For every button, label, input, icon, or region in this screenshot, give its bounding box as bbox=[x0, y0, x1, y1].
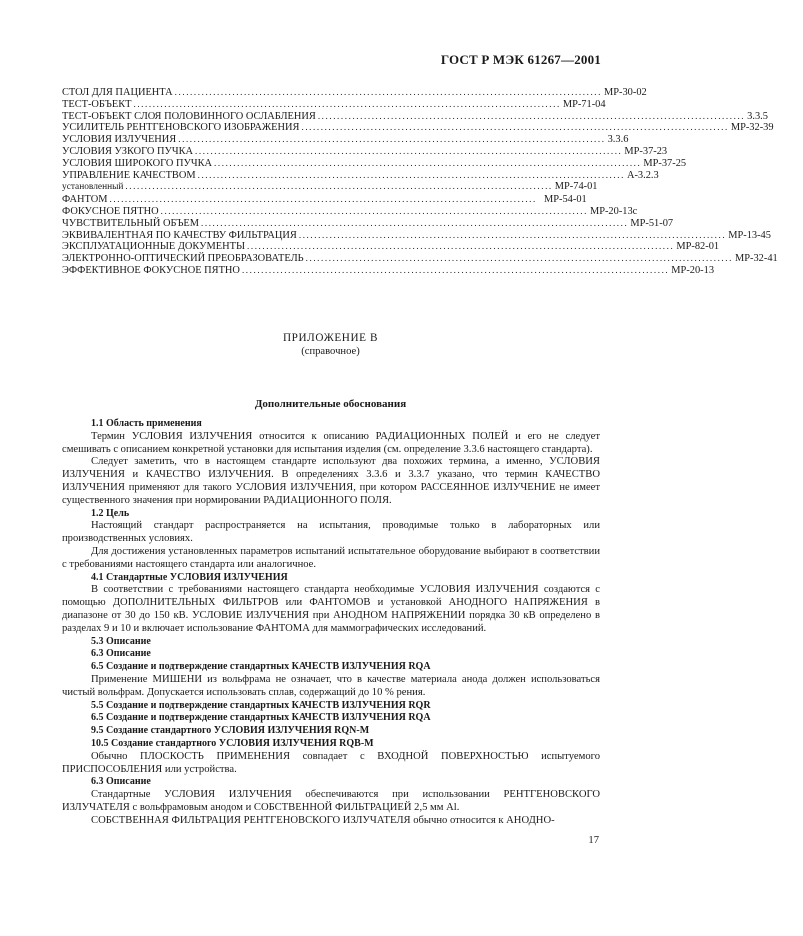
index-term: ЭКСПЛУАТАЦИОННЫЕ ДОКУМЕНТЫ bbox=[62, 241, 245, 253]
dot-leader: ............................................................................................................... bbox=[298, 229, 727, 240]
paragraph: Применение МИШЕНИ из вольфрама не означает, что в качестве материала анода должен использоваться чистый вольфрам. Допускается использовать сплав, содержащий до 10 % рения. bbox=[62, 673, 600, 698]
dot-leader: ............................................................................................................... bbox=[160, 205, 588, 216]
index-row bbox=[62, 264, 715, 277]
dot-leader: ............................................................................................................... bbox=[201, 217, 629, 228]
section-heading: 6.3 Описание bbox=[91, 776, 151, 788]
section-heading: 4.1 Стандартные УСЛОВИЯ ИЗЛУЧЕНИЯ bbox=[91, 571, 288, 583]
index-row bbox=[62, 169, 659, 182]
index-ref: МР-30-02 bbox=[604, 87, 647, 98]
index-term: ЭЛЕКТРОННО-ОПТИЧЕСКИЙ ПРЕОБРАЗОВАТЕЛЬ bbox=[62, 253, 304, 265]
index-term: УСЛОВИЯ УЗКОГО ПУЧКА bbox=[62, 145, 194, 157]
section-heading: 6.5 Создание и подтверждение стандартных КАЧЕСТВ ИЗЛУЧЕНИЯ RQA bbox=[91, 661, 431, 673]
paragraph: Стандартные УСЛОВИЯ ИЗЛУЧЕНИЯ обеспечиваются при использовании РЕНТГЕНОВСКОГО ИЗЛУЧАТЕЛЯ с вольфрамовым анодом и СОБСТВЕННОЙ ФИЛЬТРАЦИЕЙ 2,5 мм Al. bbox=[62, 789, 600, 813]
index-term: ФОКУСНОЕ ПЯТНО bbox=[62, 205, 159, 217]
section-heading: 5.3 Описание bbox=[91, 635, 151, 647]
page-number: 17 bbox=[588, 835, 599, 846]
annex-body bbox=[62, 418, 600, 828]
document-header: ГОСТ Р МЭК 61267—2001 bbox=[440, 52, 601, 67]
index-ref: МР-13-45 bbox=[728, 229, 771, 241]
section-heading: 10.5 Создание стандартного УСЛОВИЯ ИЗЛУЧЕНИЯ RQB-M bbox=[91, 737, 374, 749]
index-term: УСИЛИТЕЛЬ РЕНТГЕНОВСКОГО ИЗОБРАЖЕНИЯ bbox=[62, 122, 300, 134]
index-term: ТЕСТ-ОБЪЕКТ СЛОЯ ПОЛОВИННОГО ОСЛАБЛЕНИЯ bbox=[62, 110, 316, 122]
paragraph: В соответствии с требованиями настоящего стандарта необходимые УСЛОВИЯ ИЗЛУЧЕНИЯ создаются с помощью ДОПОЛНИТЕЛЬНЫХ ФИЛЬТРОВ или ФАНТОМОВ и установкой АНОДНОГО НАПРЯЖЕНИЯ в диапазоне от 30 до 150 кВ. УСЛОВИЕ ИЗЛУЧЕНИЯ при АНОДНОМ НАПРЯЖЕНИИ порядка 30 кВ определено в разделах 9 и 10 и включает использование ФАНТОМА для маммографических исследований. bbox=[62, 584, 600, 634]
section-heading: 1.1 Область применения bbox=[91, 418, 202, 429]
index-row bbox=[62, 110, 768, 123]
section-heading: 6.3 Описание bbox=[91, 648, 151, 660]
paragraph: Следует заметить, что в настоящем стандарте используют два похожих термина, а именно, УСЛОВИЯ ИЗЛУЧЕНИЯ и КАЧЕСТВО ИЗЛУЧЕНИЯ. В определениях 3.3.6 и 3.3.7 указано, что термин КАЧЕСТВО ИЗЛУЧЕНИЯ применяют для такого УСЛОВИЯ ИЗЛУЧЕНИЯ, при котором РАССЕЯННОЕ ИЗЛУЧЕНИЕ не имеет существенного значения при нормировании РАДИАЦИОННОГО ПОЛЯ. bbox=[62, 456, 600, 506]
paragraph: Обычно ПЛОСКОСТЬ ПРИМЕНЕНИЯ совпадает с ВХОДНОЙ ПОВЕРХНОСТЬЮ испытуемого ПРИСПОСОБЛЕНИЯ или устройства. bbox=[62, 750, 600, 775]
dot-leader: ............................................................................................................... bbox=[109, 194, 537, 205]
index-term: установленный bbox=[62, 182, 124, 193]
index-term: УСЛОВИЯ ШИРОКОГО ПУЧКА bbox=[62, 157, 213, 169]
index-ref: 3.3.5 bbox=[747, 110, 768, 122]
dot-leader: ............................................................................................................... bbox=[195, 145, 623, 156]
index-ref: МР-32-39 bbox=[730, 122, 774, 134]
index-row bbox=[62, 194, 600, 206]
index-row bbox=[62, 134, 629, 146]
index-ref: МР-32-41 bbox=[734, 253, 778, 265]
paragraph: Настоящий стандарт распространяется на испытания, проводимые только в лабораторных или производственных условиях. bbox=[62, 520, 600, 545]
index-row bbox=[62, 241, 720, 253]
index-term: ТЕСТ-ОБЪЕКТ bbox=[62, 98, 132, 110]
dot-leader: ............................................................................................................... bbox=[174, 87, 602, 97]
index-ref: МР-74-01 bbox=[554, 181, 598, 193]
index-ref: МР-71-04 bbox=[562, 98, 606, 110]
index-term: ЧУВСТВИТЕЛЬНЫЙ ОБЪЕМ bbox=[62, 217, 199, 229]
dot-leader: ............................................................................................................... bbox=[301, 122, 729, 133]
section-heading: 6.5 Создание и подтверждение стандартных КАЧЕСТВ ИЗЛУЧЕНИЯ RQA bbox=[91, 712, 431, 724]
index-ref: МР-37-25 bbox=[643, 157, 687, 169]
dot-leader: ............................................................................................................... bbox=[305, 253, 733, 264]
index-term: УПРАВЛЕНИЕ КАЧЕСТВОМ bbox=[62, 169, 196, 181]
annex-title: ПРИЛОЖЕНИЕ В bbox=[282, 332, 379, 344]
index-row bbox=[62, 205, 638, 218]
index-ref: 3.3.6 bbox=[607, 134, 629, 146]
dot-leader: ............................................................................................................... bbox=[197, 169, 625, 180]
dot-leader: ............................................................................................................... bbox=[247, 241, 675, 252]
section-heading: 9.5 Создание стандартного УСЛОВИЯ ИЗЛУЧЕНИЯ RQN-M bbox=[91, 725, 370, 737]
dot-leader: ............................................................................................................... bbox=[125, 181, 553, 192]
index-ref: А-3.2.3 bbox=[626, 169, 659, 181]
index-row bbox=[62, 122, 774, 134]
index-row bbox=[62, 98, 606, 111]
index-ref: МР-37-23 bbox=[624, 145, 668, 157]
index-term: СТОЛ ДЛЯ ПАЦИЕНТА bbox=[62, 87, 173, 98]
paragraph: Термин УСЛОВИЯ ИЗЛУЧЕНИЯ относится к описанию РАДИАЦИОННЫХ ПОЛЕЙ и его не следует смешивать с описанием конкретной установки для испытания изделия (см. определение 3.3.6 настоящего стандарта). bbox=[62, 430, 600, 455]
index-ref: МР-54-01 bbox=[544, 194, 587, 206]
index-row bbox=[62, 253, 778, 265]
term-index bbox=[62, 87, 778, 277]
index-row bbox=[62, 217, 674, 230]
index-row bbox=[62, 229, 771, 242]
dot-leader: ............................................................................................................... bbox=[178, 134, 606, 145]
index-row bbox=[62, 87, 647, 99]
dot-leader: ............................................................................................................... bbox=[133, 98, 561, 109]
index-ref: МР-82-01 bbox=[676, 241, 720, 253]
dot-leader: ............................................................................................................... bbox=[317, 110, 746, 121]
paragraph: СОБСТВЕННАЯ ФИЛЬТРАЦИЯ РЕНТГЕНОВСКОГО ИЗЛУЧАТЕЛЯ обычно относится к АНОДНО- bbox=[91, 814, 555, 826]
index-ref: МР-20-13 bbox=[671, 264, 715, 276]
index-row bbox=[62, 157, 687, 170]
index-row bbox=[62, 145, 668, 158]
index-term: ЭФФЕКТИВНОЕ ФОКУСНОЕ ПЯТНО bbox=[62, 264, 240, 276]
index-ref: МР-20-13с bbox=[589, 205, 638, 217]
section-heading: 1.2 Цель bbox=[91, 507, 130, 519]
index-term: УСЛОВИЯ ИЗЛУЧЕНИЯ bbox=[62, 134, 177, 146]
annex-heading: Дополнительные обоснования bbox=[254, 398, 407, 410]
index-term: ЭКВИВАЛЕНТНАЯ ПО КАЧЕСТВУ ФИЛЬТРАЦИЯ bbox=[62, 229, 297, 241]
section-heading: 5.5 Создание и подтверждение стандартных КАЧЕСТВ ИЗЛУЧЕНИЯ RQR bbox=[91, 699, 431, 711]
index-term: ФАНТОМ bbox=[62, 194, 108, 206]
dot-leader: ............................................................................................................... bbox=[241, 264, 670, 275]
annex-subtitle: (справочное) bbox=[301, 346, 360, 357]
dot-leader: ............................................................................................................... bbox=[214, 157, 642, 168]
index-row bbox=[62, 181, 600, 194]
paragraph: Для достижения установленных параметров испытаний испытательное оборудование выбирают в соответствии с требованиями настоящего стандарта или аналогичное. bbox=[62, 545, 600, 570]
index-ref: МР-51-07 bbox=[630, 217, 674, 229]
